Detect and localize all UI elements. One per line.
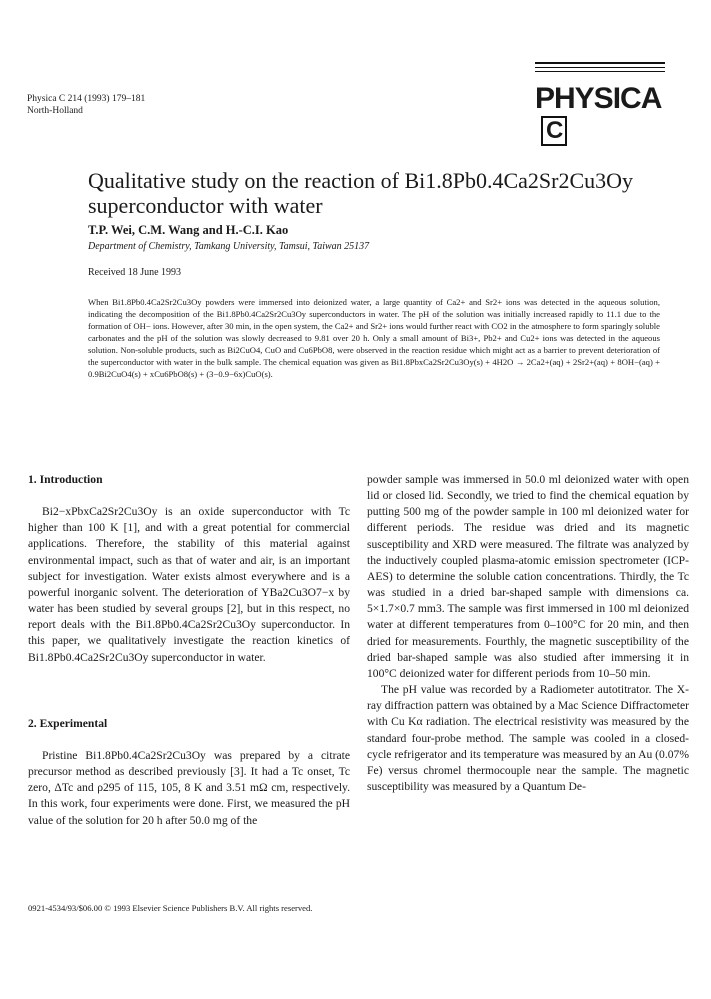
journal-info (27, 93, 145, 117)
journal-citation: Physica C 214 (1993) 179–181 (27, 94, 146, 104)
paragraph: Pristine Bi1.8Pb0.4Ca2Sr2Cu3Oy was prepared by a citrate precursor method as described previously [3]. It had a Tc onset, Tc zero, ΔTc and ρ295 of 115, 105, 8 K and 3.51 mΩ cm, respectively. In this work, four experiments were done. First, we measured the pH value of the solution for 20 h after 50.0 mg of the (28, 748, 350, 827)
logo-word: PHYSICA (535, 82, 662, 115)
journal-logo (535, 62, 665, 146)
logo-rule (535, 62, 665, 64)
authors: T.P. Wei, C.M. Wang and H.-C.I. Kao (88, 223, 289, 237)
paragraph: powder sample was immersed in 50.0 ml deionized water with open lid or closed lid. Secondly, we tried to find the chemical equation by putting 500 mg of the powder sample in 100 ml deionized water for different periods. The residue was dried and its magnetic susceptibility and XRD were measured. The filtrate was analyzed by the inductively coupled plasma-atomic emission spectrometer (ICP-AES) to determine the soluble cation concentrations. Thirdly, the Tc was studied in a dried bar-shaped sample with dimensions ca. 5×1.7×0.7 mm3. The sample was first immersed in 100 ml deionized water at different temperatures from 0–100°C for 20 min, and then dried for measurements. Fourthly, the magnetic susceptibility of the dried bar-shaped sample was also studied after immersing it in 100°C deionized water for different periods from 10–50 min. (367, 473, 689, 680)
section-heading: 1. Introduction (28, 473, 103, 486)
logo-rule (535, 67, 665, 68)
logo-text (535, 84, 665, 146)
logo-rule (535, 71, 665, 72)
paragraph: Bi2−xPbxCa2Sr2Cu3Oy is an oxide superconductor with Tc higher than 100 K [1], and with a great potential for commercial applications. Therefore, the stability of this material against environmental impact, such as that of water and air, is an important subject for investigation. Water exists almost everywhere and is a powerful inorganic solvent. The deterioration of YBa2Cu3O7−x by water has been studied by several groups [2], but in this respect, no report deals with the Bi1.8Pb0.4Ca2Sr2Cu3Oy superconductor. In this paper, we qualitatively investigate the reaction kinetics of Bi1.8Pb0.4Ca2Sr2Cu3Oy superconductor in water. (28, 505, 350, 664)
section-heading: 2. Experimental (28, 716, 108, 730)
journal-publisher: North-Holland (27, 106, 83, 116)
copyright-footer: 0921-4534/93/$06.00 © 1993 Elsevier Science Publishers B.V. All rights reserved. (28, 903, 313, 913)
logo-letter: C (541, 116, 567, 146)
column-left (28, 472, 350, 829)
paragraph: The pH value was recorded by a Radiometer autotitrator. The X-ray diffraction pattern was obtained by a Mac Science Diffractometer with Cu Kα radiation. The electrical resistivity was measured by the standard four-probe method. The sample was cooled in a closed-cycle refrigerator and its temperature was measured by an Au (0.07% Fe) versus chromel thermocouple near the sample. The magnetic susceptibility was measured by a Quantum De- (367, 683, 689, 793)
column-right (367, 472, 689, 795)
affiliation: Department of Chemistry, Tamkang University, Tamsui, Taiwan 25137 (88, 241, 370, 252)
paper-title: Qualitative study on the reaction of Bi1.8Pb0.4Ca2Sr2Cu3Oy superconductor with water (88, 168, 634, 218)
received-date: Received 18 June 1993 (88, 267, 182, 278)
abstract: When Bi1.8Pb0.4Ca2Sr2Cu3Oy powders were immersed into deionized water, a large quantity of Ca2+ and Sr2+ ions was detected in the aqueous solution, indicating the decomposition of the Bi1.8Pb0.4Ca2Sr2Cu3Oy superconductors in water. The pH of the solution was initially increased rapidly to 11.1 due to the formation of OH− ions. However, after 30 min, in the open system, the Ca2+ and Sr2+ ions would further react with CO2 in the atmosphere to form sparingly soluble carbonates and the pH of the solution was slowly decreased to 9.81 over 20 h. Only a small amount of Bi3+, Pb2+ and Cu2+ ions was detected in the aqueous solution. Non-soluble products, such as Bi2CuO4, CuO and Cu6PbO8, were observed in the reaction residue which might act as a barrier to prevent deterioration of the superconductor with water in the bulk sample. The chemical equation was given as Bi1.8PbxCa2Sr2Cu3Oy(s) + 4H2O → 2Ca2+(aq) + 2Sr2+(aq) + 8OH−(aq) + 0.9Bi2CuO4(s) + xCu6PbO8(s) + (3−0.9−6x)CuO(s). (88, 297, 660, 379)
